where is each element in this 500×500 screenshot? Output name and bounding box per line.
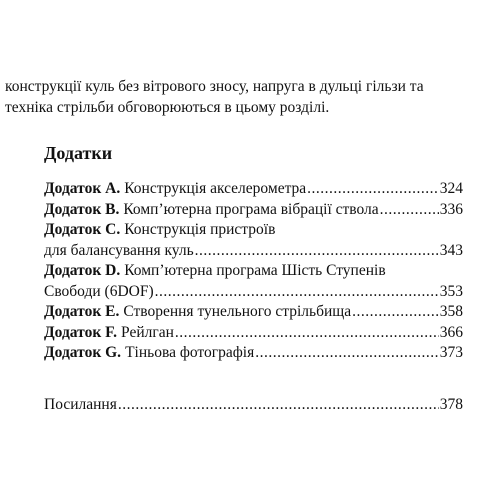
dot-leader	[195, 242, 439, 260]
toc-entry-f[interactable]	[44, 324, 463, 345]
toc-page-number: 324	[439, 180, 463, 197]
dot-leader	[155, 283, 439, 301]
toc-page-number: 353	[439, 282, 463, 300]
toc-title: Рейлган	[121, 323, 174, 341]
toc-page-number: 378	[439, 396, 463, 413]
toc-entry-a[interactable]	[44, 180, 463, 201]
dot-leader	[175, 324, 439, 342]
toc-label: Додаток B.	[44, 200, 120, 218]
section-title: Додатки	[44, 143, 113, 163]
toc-title: Комп’ютерна програма Шість Ступенів	[124, 262, 386, 279]
intro-line: конструкції куль без вітрового зносу, напруга в дульці гільзи та	[5, 78, 424, 95]
toc-label: Додаток C.	[44, 221, 121, 238]
dot-leader	[352, 303, 439, 321]
toc-label: Додаток A.	[44, 180, 121, 197]
toc-entry-e[interactable]	[44, 303, 463, 324]
intro-paragraph	[5, 76, 495, 118]
toc-page-number: 373	[439, 344, 463, 361]
toc-label: Додаток F.	[44, 323, 118, 341]
dot-leader	[255, 344, 439, 362]
toc-page-number: 366	[439, 323, 463, 341]
toc-label: Додаток D.	[44, 262, 121, 279]
toc-entry-c[interactable]	[44, 221, 463, 262]
toc-entry-g[interactable]	[44, 344, 463, 365]
toc-entry-d[interactable]	[44, 262, 463, 303]
toc-page-number: 358	[439, 303, 463, 320]
toc-title-continued: для балансування куль	[44, 241, 194, 259]
toc-title: Тіньова фотографія	[125, 344, 255, 361]
toc-title: Посилання	[44, 396, 117, 413]
dot-leader	[380, 201, 439, 219]
toc-page-number: 336	[439, 200, 463, 218]
table-of-contents	[44, 180, 463, 365]
toc-title-continued: Свободи (6DOF)	[44, 282, 154, 300]
toc-title: Комп’ютерна програма вібрації ствола	[123, 200, 379, 218]
toc-entry-references[interactable]	[44, 396, 463, 417]
dot-leader	[118, 396, 439, 414]
toc-label: Додаток G.	[44, 344, 122, 361]
intro-line: техніка стрільби обговорюються в цьому розділі.	[5, 99, 330, 116]
toc-title: Конструкція акселерометра	[124, 180, 307, 197]
toc-label: Додаток E.	[44, 303, 120, 320]
toc-page-number: 343	[439, 241, 463, 259]
toc-title: Конструкція пристроїв	[124, 221, 276, 238]
toc-title: Створення тунельного стрільбища	[123, 303, 352, 320]
toc-entry-b[interactable]	[44, 201, 463, 222]
dot-leader	[307, 180, 439, 198]
